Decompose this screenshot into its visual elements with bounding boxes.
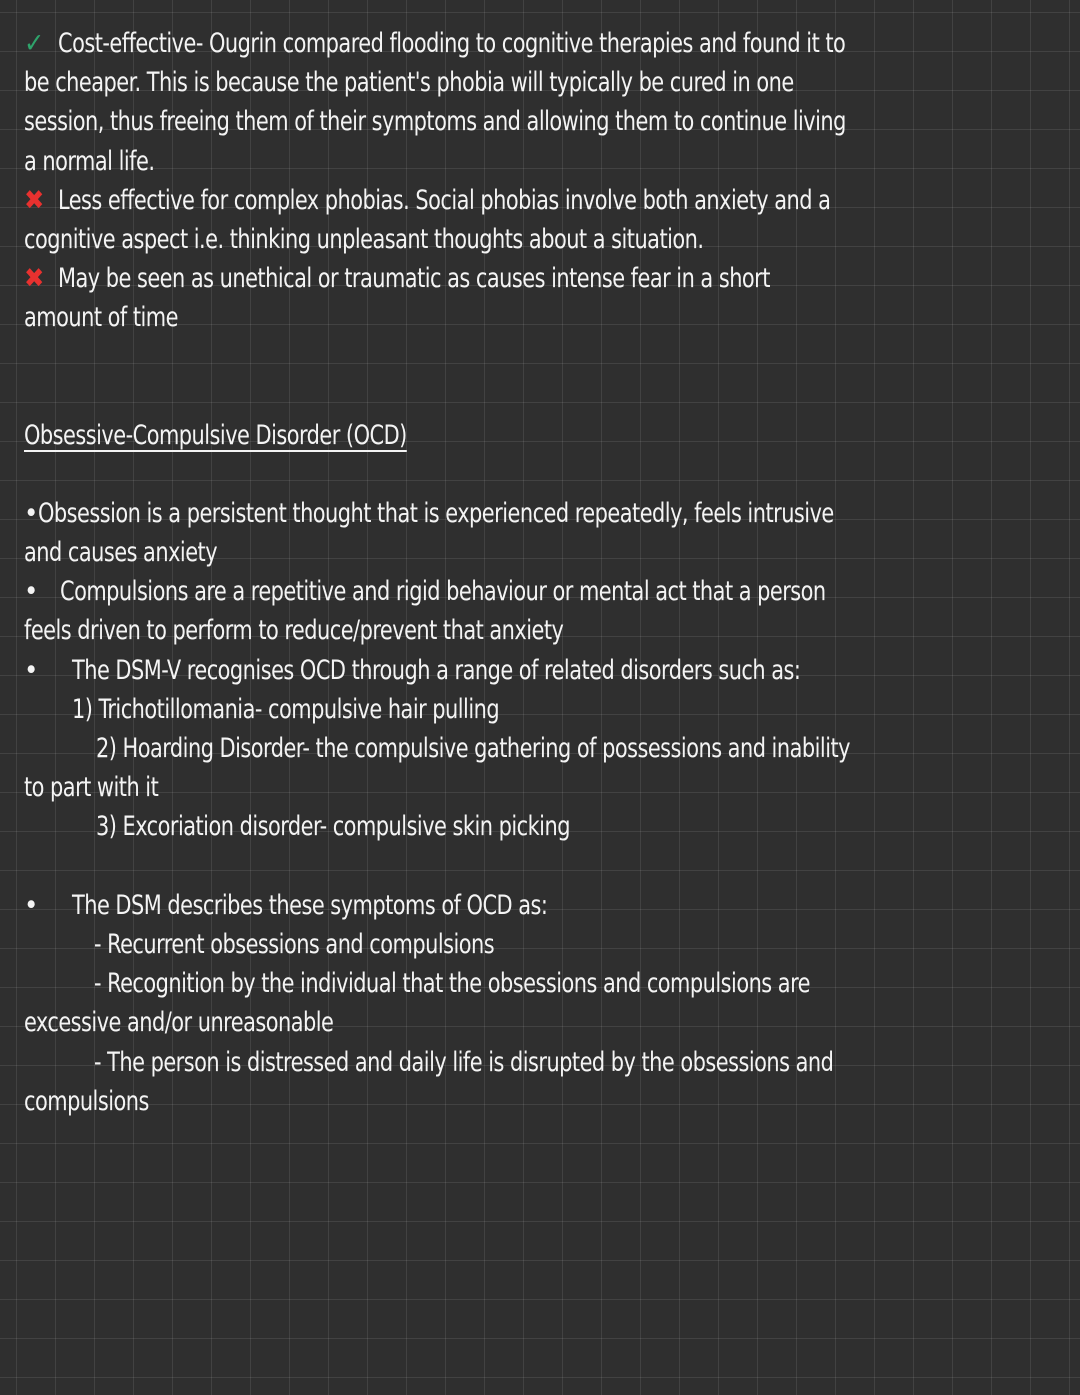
sub-item-distress (24, 1043, 1034, 1082)
bullet-icon: • (24, 654, 38, 686)
text-line: compulsions (24, 1085, 149, 1117)
spacer (24, 847, 1034, 886)
text-line: May be seen as unethical or traumatic as causes intense fear in a short (58, 263, 770, 295)
bullet-obsession (24, 494, 1034, 572)
text-line: Cost-effective- Ougrin compared flooding to cognitive therapies and found it to (58, 28, 846, 59)
text-line: - The person is distressed and daily life is disrupted by the obsessions and (94, 1046, 834, 1078)
section-heading (24, 416, 1034, 455)
spacer (24, 338, 1034, 416)
text-line: be cheaper. This is because the patient's phobia will typically be cured in one (24, 67, 794, 99)
text-line: amount of time (24, 302, 178, 334)
cross-icon: ✖ (24, 184, 44, 216)
text-line: 1) Trichotillomania- compulsive hair pulling (72, 693, 500, 725)
text-line: 2) Hoarding Disorder- the compulsive gathering of possessions and inability (96, 733, 850, 764)
text-line: Obsession is a persistent thought that is experienced repeatedly, feels intrusive (38, 497, 834, 529)
bullet-icon: • (24, 497, 38, 529)
evaluation-weakness-complex-phobias (24, 181, 1034, 259)
bullet-dsm-symptoms (24, 886, 1034, 1121)
check-icon: ✓ (24, 28, 44, 59)
sub-item-recurrent (24, 925, 1034, 964)
bullet-icon: • (24, 889, 38, 921)
bullet-icon: • (24, 576, 38, 608)
sub-item-trichotillomania (24, 690, 1034, 729)
text-line: 3) Excoriation disorder- compulsive skin picking (96, 811, 570, 843)
sub-item-recognition (24, 964, 1034, 1003)
cross-icon: ✖ (24, 263, 44, 295)
text-line: Compulsions are a repetitive and rigid behaviour or mental act that a person (60, 576, 826, 608)
text-line: and causes anxiety (24, 537, 218, 569)
evaluation-weakness-unethical (24, 259, 1034, 337)
text-line: The DSM describes these symptoms of OCD as: (72, 889, 548, 921)
spacer (24, 455, 1034, 494)
ocd-heading: Obsessive-Compulsive Disorder (OCD) (24, 419, 407, 451)
evaluation-strength-cost-effective (24, 24, 1034, 181)
bullet-dsm-v-related-disorders (24, 651, 1034, 847)
text-line: a normal life. (24, 145, 155, 177)
text-line: session, thus freeing them of their symptoms and allowing them to continue living (24, 106, 846, 138)
notes-page (24, 24, 1034, 1121)
text-line: excessive and/or unreasonable (24, 1007, 334, 1039)
text-line: - Recurrent obsessions and compulsions (94, 928, 495, 960)
text-line: - Recognition by the individual that the obsessions and compulsions are (94, 968, 810, 1000)
text-line: cognitive aspect i.e. thinking unpleasant thoughts about a situation. (24, 223, 704, 255)
text-line: The DSM-V recognises OCD through a range of related disorders such as: (72, 654, 801, 686)
sub-item-hoarding-disorder (24, 729, 1034, 768)
sub-item-excoriation-disorder (24, 807, 1034, 846)
text-line: to part with it (24, 772, 159, 804)
text-line: Less effective for complex phobias. Social phobias involve both anxiety and a (58, 184, 831, 216)
bullet-compulsions (24, 572, 1034, 650)
text-line: feels driven to perform to reduce/prevent that anxiety (24, 615, 564, 647)
